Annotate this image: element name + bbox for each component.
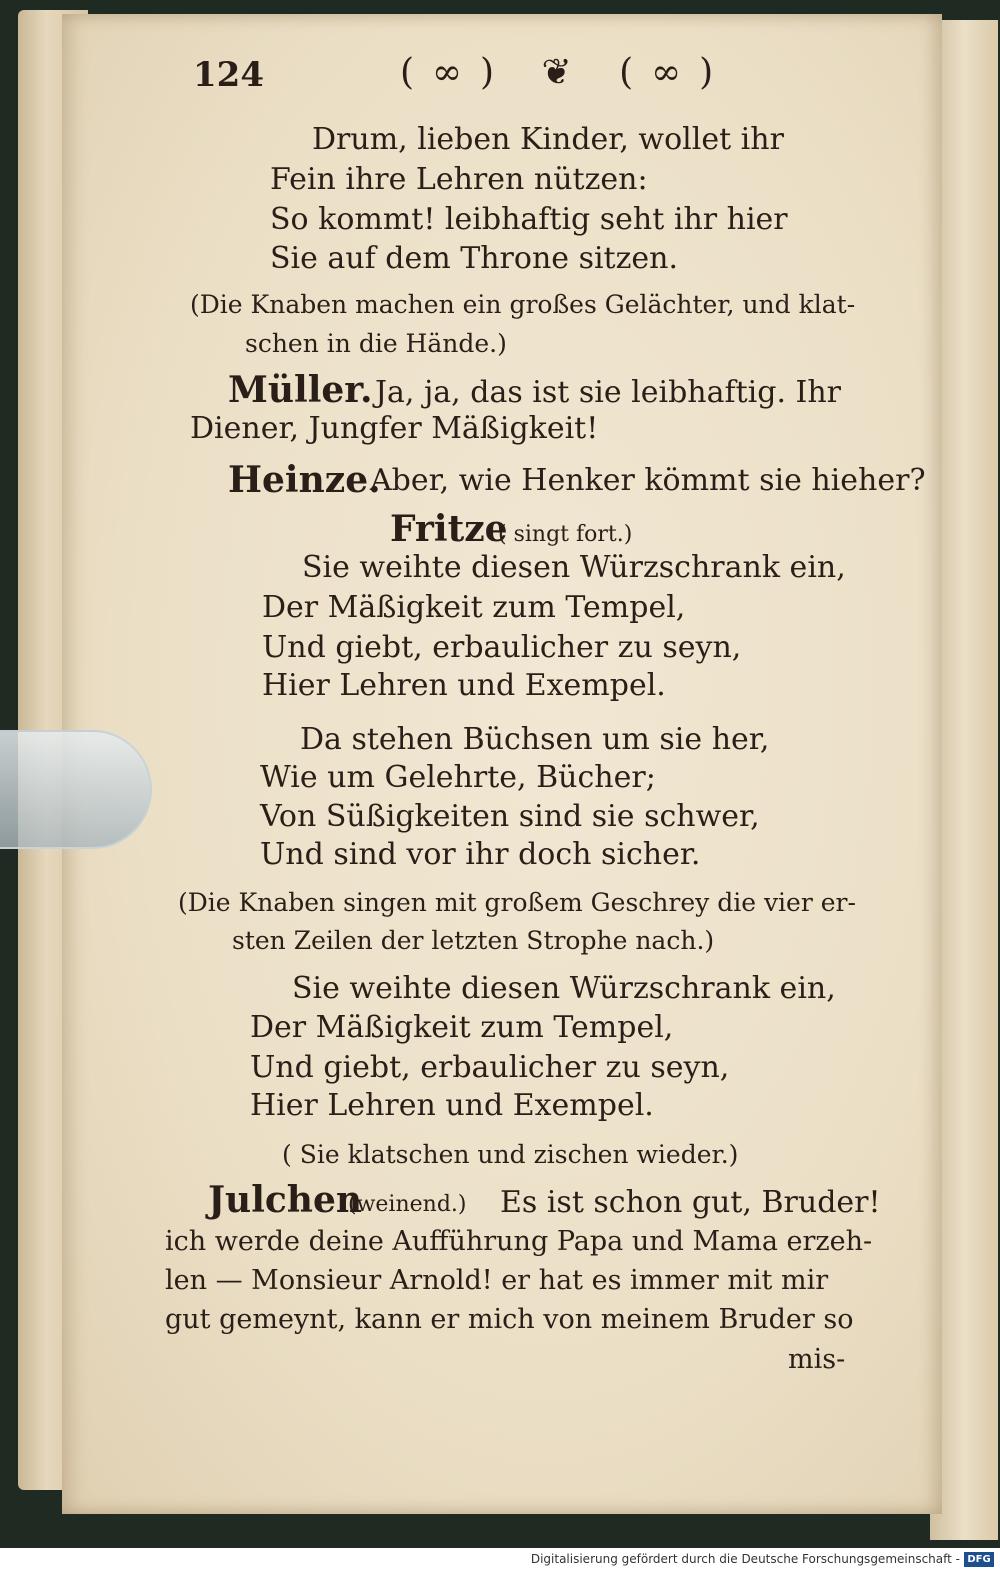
- verse-line: Fein ihre Lehren nützen:: [270, 162, 648, 197]
- speaker-heinze: Heinze.: [228, 459, 381, 501]
- verse-line: Da stehen Büchsen um sie her,: [300, 722, 770, 757]
- footer-credit: Digitalisierung gefördert durch die Deutsche Forschungsgemeinschaft -: [530, 1552, 960, 1566]
- speech-line: Es ist schon gut, Bruder!: [500, 1185, 881, 1220]
- speech-line: gut gemeynt, kann er mich von meinem Bruder so: [165, 1304, 854, 1335]
- speech-line: ich werde deine Aufführung Papa und Mama erzeh-: [165, 1226, 873, 1257]
- page-clip: [0, 730, 152, 849]
- speech-line: Ja, ja, das ist sie leibhaftig. Ihr: [375, 375, 842, 410]
- footer-bar: [0, 1548, 1000, 1573]
- catchword: mis-: [788, 1344, 846, 1375]
- dfg-logo: DFG: [964, 1552, 994, 1567]
- speaker-fritze: Fritze: [390, 508, 508, 550]
- stage-direction: schen in die Hände.): [245, 329, 507, 358]
- verse-line: Der Mäßigkeit zum Tempel,: [250, 1010, 674, 1045]
- verse-line: Und giebt, erbaulicher zu seyn,: [250, 1050, 730, 1085]
- verse-line: Und giebt, erbaulicher zu seyn,: [262, 630, 742, 665]
- page-number: 124: [193, 55, 264, 95]
- verse-line: Sie weihte diesen Würzschrank ein,: [292, 971, 836, 1006]
- verse-line: Drum, lieben Kinder, wollet ihr: [312, 122, 784, 157]
- stage-direction: (weinend.): [348, 1192, 467, 1217]
- header-ornament: (∞) ❦ (∞): [400, 52, 732, 93]
- verse-line: Der Mäßigkeit zum Tempel,: [262, 590, 686, 625]
- verse-line: Sie auf dem Throne sitzen.: [270, 241, 679, 276]
- verse-line: Sie weihte diesen Würzschrank ein,: [302, 550, 846, 585]
- speech-line: len — Monsieur Arnold! er hat es immer mit mir: [165, 1265, 829, 1296]
- speaker-mueller: Müller.: [228, 369, 373, 411]
- verse-line: So kommt! leibhaftig seht ihr hier: [270, 202, 788, 237]
- verse-line: Hier Lehren und Exempel.: [250, 1088, 654, 1123]
- stage-direction: sten Zeilen der letzten Strophe nach.): [232, 926, 715, 955]
- verse-line: Und sind vor ihr doch sicher.: [260, 837, 701, 872]
- speaker-julchen: Julchen: [208, 1179, 363, 1221]
- verse-line: Von Süßigkeiten sind sie schwer,: [260, 799, 760, 834]
- stage-direction: ( Sie klatschen und zischen wieder.): [282, 1140, 739, 1169]
- stage-direction: (Die Knaben machen ein großes Gelächter, und klat-: [190, 290, 856, 319]
- verse-line: Hier Lehren und Exempel.: [262, 668, 666, 703]
- speech-line: Diener, Jungfer Mäßigkeit!: [190, 411, 599, 446]
- stage-direction: ( singt fort.): [498, 522, 633, 547]
- stage-direction: (Die Knaben singen mit großem Geschrey die vier er-: [178, 888, 856, 917]
- speech-line: Aber, wie Henker kömmt sie hieher?: [370, 463, 926, 498]
- verse-line: Wie um Gelehrte, Bücher;: [260, 760, 656, 795]
